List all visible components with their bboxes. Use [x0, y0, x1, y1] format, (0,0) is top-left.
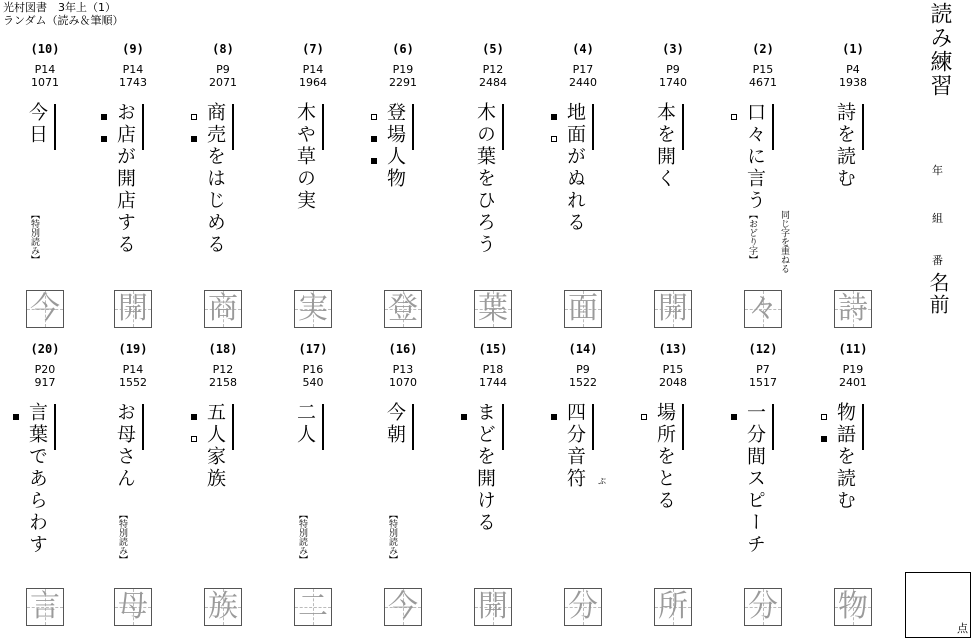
- square-filled-icon: [101, 136, 107, 142]
- reading-underline: [412, 404, 414, 450]
- furigana: ぷ: [598, 477, 606, 486]
- score-box[interactable]: [905, 572, 971, 638]
- reading-underline: [502, 104, 504, 150]
- special-reading-note: 【特別読み】: [29, 210, 39, 264]
- trace-kanji: 面: [568, 291, 598, 326]
- item-code: 917: [34, 376, 56, 389]
- reading-underline: [592, 104, 594, 150]
- page-ref: P20: [34, 363, 56, 376]
- trace-kanji: 詩: [838, 291, 868, 326]
- item-code: 2048: [659, 376, 687, 389]
- item-number: (13): [658, 342, 688, 356]
- reading-underline: [592, 404, 594, 450]
- reading-underline: [412, 104, 414, 150]
- trace-kanji: 分: [748, 589, 778, 624]
- item-code: 1964: [299, 76, 327, 89]
- header-publisher: 光村図書 3年上（1）: [3, 1, 116, 14]
- name-label: 名前: [926, 272, 950, 316]
- phrase-text: お店が開店する: [114, 102, 136, 256]
- kanji-practice-box[interactable]: [114, 290, 152, 328]
- special-reading-note: 【特別読み】: [297, 510, 307, 564]
- trace-kanji: 葉: [478, 291, 508, 326]
- page-ref: P9: [216, 63, 230, 76]
- phrase-text: 登場人物: [384, 102, 406, 190]
- item-number: (2): [752, 42, 774, 56]
- square-open-icon: [551, 136, 557, 142]
- item-number: (18): [208, 342, 238, 356]
- item-code: 1743: [119, 76, 147, 89]
- phrase-text: お母さん: [114, 402, 136, 490]
- kanji-practice-box[interactable]: [384, 290, 422, 328]
- kanji-practice-box[interactable]: [744, 588, 782, 626]
- special-reading-note: 【特別読み】: [387, 510, 397, 564]
- kanji-practice-box[interactable]: [204, 290, 242, 328]
- reading-underline: [772, 104, 774, 150]
- item-number: (16): [388, 342, 418, 356]
- reading-phrase: [448, 402, 538, 534]
- item-code: 1740: [659, 76, 687, 89]
- item-number: (11): [838, 342, 868, 356]
- square-open-icon: [191, 114, 197, 120]
- square-open-icon: [371, 114, 377, 120]
- item-number: (17): [298, 342, 328, 356]
- reading-underline: [772, 404, 774, 450]
- reading-phrase: [718, 402, 808, 556]
- kanji-practice-box[interactable]: [474, 290, 512, 328]
- square-filled-icon: [101, 114, 107, 120]
- item-number: (8): [212, 42, 234, 56]
- page-ref: P19: [842, 363, 864, 376]
- repeat-char-note: 同じ字を重ねる: [779, 210, 789, 273]
- item-number: (9): [122, 42, 144, 56]
- page-ref: P12: [482, 63, 504, 76]
- kanji-practice-box[interactable]: [564, 290, 602, 328]
- reading-phrase: [358, 402, 448, 564]
- phrase-text: 四分音符: [564, 402, 586, 490]
- square-filled-icon: [371, 158, 377, 164]
- kanji-practice-box[interactable]: [744, 290, 782, 328]
- square-filled-icon: [731, 414, 737, 420]
- item-code: 1517: [749, 376, 777, 389]
- phrase-text: 木の葉をひろう: [474, 102, 496, 256]
- trace-kanji: 所: [658, 589, 688, 624]
- square-open-icon: [641, 414, 647, 420]
- item-code: 1522: [569, 376, 597, 389]
- trace-kanji: 今: [388, 589, 418, 624]
- item-number: (7): [302, 42, 324, 56]
- square-filled-icon: [191, 136, 197, 142]
- square-filled-icon: [461, 414, 467, 420]
- square-filled-icon: [371, 136, 377, 142]
- trace-kanji: 言: [30, 589, 60, 624]
- item-code: 1552: [119, 376, 147, 389]
- kanji-practice-box[interactable]: [26, 588, 64, 626]
- item-code: 2291: [389, 76, 417, 89]
- page-ref: P14: [122, 63, 144, 76]
- page-ref: P14: [34, 63, 56, 76]
- reading-phrase: [538, 402, 628, 490]
- item-number: (20): [30, 342, 60, 356]
- square-filled-icon: [551, 414, 557, 420]
- item-number: (5): [482, 42, 504, 56]
- reading-phrase: [808, 102, 898, 190]
- phrase-text: 本を開く: [654, 102, 676, 190]
- trace-kanji: 商: [208, 291, 238, 326]
- page-ref: P17: [572, 63, 594, 76]
- item-number: (3): [662, 42, 684, 56]
- kanji-practice-box[interactable]: [474, 588, 512, 626]
- page-ref: P19: [392, 63, 414, 76]
- reading-phrase: [628, 402, 718, 512]
- phrase-text: 一分間スピーチ: [744, 402, 766, 556]
- page-ref: P14: [302, 63, 324, 76]
- item-number: (10): [30, 42, 60, 56]
- trace-kanji: 分: [568, 589, 598, 624]
- phrase-text: 五人家族: [204, 402, 226, 490]
- reading-underline: [322, 104, 324, 150]
- phrase-text: 今日: [26, 102, 48, 146]
- kanji-practice-box[interactable]: [654, 290, 692, 328]
- item-number: (12): [748, 342, 778, 356]
- square-open-icon: [821, 414, 827, 420]
- phrase-text: 商売をはじめる: [204, 102, 226, 256]
- trace-kanji: 登: [388, 291, 418, 326]
- kanji-practice-box[interactable]: [384, 588, 422, 626]
- reading-underline: [232, 104, 234, 150]
- reading-underline: [682, 404, 684, 450]
- phrase-text: 物語を読む: [834, 402, 856, 512]
- reading-phrase: [178, 402, 268, 490]
- phrase-text: 二人: [294, 402, 316, 446]
- reading-underline: [142, 104, 144, 150]
- page-ref: P7: [756, 363, 770, 376]
- reading-underline: [54, 104, 56, 150]
- reading-phrase: [0, 102, 90, 264]
- item-code: 1744: [479, 376, 507, 389]
- reading-phrase: [0, 402, 90, 556]
- item-code: 2158: [209, 376, 237, 389]
- class-label: 組: [932, 212, 943, 225]
- phrase-text: まどを開ける: [474, 402, 496, 534]
- page-ref: P16: [302, 363, 324, 376]
- reading-phrase: [358, 102, 448, 190]
- trace-kanji: 開: [478, 589, 508, 624]
- kanji-practice-box[interactable]: [654, 588, 692, 626]
- item-code: 1071: [31, 76, 59, 89]
- reading-underline: [682, 104, 684, 150]
- trace-kanji: 開: [658, 291, 688, 326]
- phrase-text: 今朝: [384, 402, 406, 446]
- item-code: 540: [302, 376, 324, 389]
- item-code: 2440: [569, 76, 597, 89]
- phrase-text: 地面がぬれる: [564, 102, 586, 234]
- item-code: 2401: [839, 376, 867, 389]
- square-open-icon: [191, 436, 197, 442]
- right-panel: [900, 0, 978, 644]
- square-open-icon: [731, 114, 737, 120]
- square-filled-icon: [821, 436, 827, 442]
- reading-underline: [862, 104, 864, 150]
- square-filled-icon: [191, 414, 197, 420]
- page-ref: P12: [212, 363, 234, 376]
- trace-kanji: 二: [298, 589, 328, 624]
- square-filled-icon: [13, 414, 19, 420]
- reading-underline: [322, 404, 324, 450]
- kanji-practice-box[interactable]: [834, 290, 872, 328]
- worksheet-title: 読み練習: [927, 2, 952, 98]
- kanji-practice-box[interactable]: [834, 588, 872, 626]
- kanji-practice-box[interactable]: [294, 290, 332, 328]
- phrase-text: 詩を読む: [834, 102, 856, 190]
- item-number: (6): [392, 42, 414, 56]
- reading-phrase: [718, 102, 808, 273]
- reading-phrase: [178, 102, 268, 256]
- trace-kanji: 開: [118, 291, 148, 326]
- page-ref: P14: [122, 363, 144, 376]
- item-code: 1070: [389, 376, 417, 389]
- year-label: 年: [932, 164, 943, 177]
- phrase-text: 口々に言う: [744, 102, 766, 212]
- item-code: 2071: [209, 76, 237, 89]
- phrase-text: 場所をとる: [654, 402, 676, 512]
- item-code: 1938: [839, 76, 867, 89]
- trace-kanji: 母: [118, 589, 148, 624]
- reading-underline: [142, 404, 144, 450]
- page-ref: P18: [482, 363, 504, 376]
- reading-underline: [862, 404, 864, 450]
- trace-kanji: 実: [298, 291, 328, 326]
- page-ref: P15: [752, 63, 774, 76]
- reading-underline: [502, 404, 504, 450]
- reading-phrase: [448, 102, 538, 256]
- item-number: (4): [572, 42, 594, 56]
- trace-kanji: 物: [838, 589, 868, 624]
- kanji-practice-box[interactable]: [294, 588, 332, 626]
- kanji-practice-box[interactable]: [114, 588, 152, 626]
- trace-kanji: 々: [748, 291, 778, 326]
- reading-underline: [232, 404, 234, 450]
- item-number: (19): [118, 342, 148, 356]
- special-reading-note: 【特別読み】: [117, 510, 127, 564]
- phrase-text: 木や草の実: [294, 102, 316, 212]
- item-number: (15): [478, 342, 508, 356]
- kanji-practice-box[interactable]: [26, 290, 64, 328]
- score-label: 点: [957, 622, 968, 635]
- reading-underline: [54, 404, 56, 450]
- kanji-practice-box[interactable]: [564, 588, 602, 626]
- special-reading-note: 【おどり字】: [747, 210, 757, 264]
- kanji-practice-box[interactable]: [204, 588, 242, 626]
- item-code: 2484: [479, 76, 507, 89]
- reading-phrase: [88, 402, 178, 564]
- item-number: (1): [842, 42, 864, 56]
- trace-kanji: 今: [30, 291, 60, 326]
- item-number: (14): [568, 342, 598, 356]
- reading-phrase: [88, 102, 178, 256]
- reading-phrase: [808, 402, 898, 512]
- page-ref: P15: [662, 363, 684, 376]
- page-ref: P13: [392, 363, 414, 376]
- page-ref: P4: [846, 63, 860, 76]
- trace-kanji: 族: [208, 589, 238, 624]
- phrase-text: 言葉であらわす: [26, 402, 48, 556]
- square-filled-icon: [551, 114, 557, 120]
- reading-phrase: [628, 102, 718, 190]
- page-ref: P9: [666, 63, 680, 76]
- reading-phrase: [538, 102, 628, 234]
- item-code: 4671: [749, 76, 777, 89]
- number-label: 番: [932, 254, 943, 267]
- reading-phrase: [268, 102, 358, 212]
- reading-phrase: [268, 402, 358, 564]
- page-ref: P9: [576, 363, 590, 376]
- header-mode: ランダム（読み＆筆順）: [3, 14, 124, 27]
